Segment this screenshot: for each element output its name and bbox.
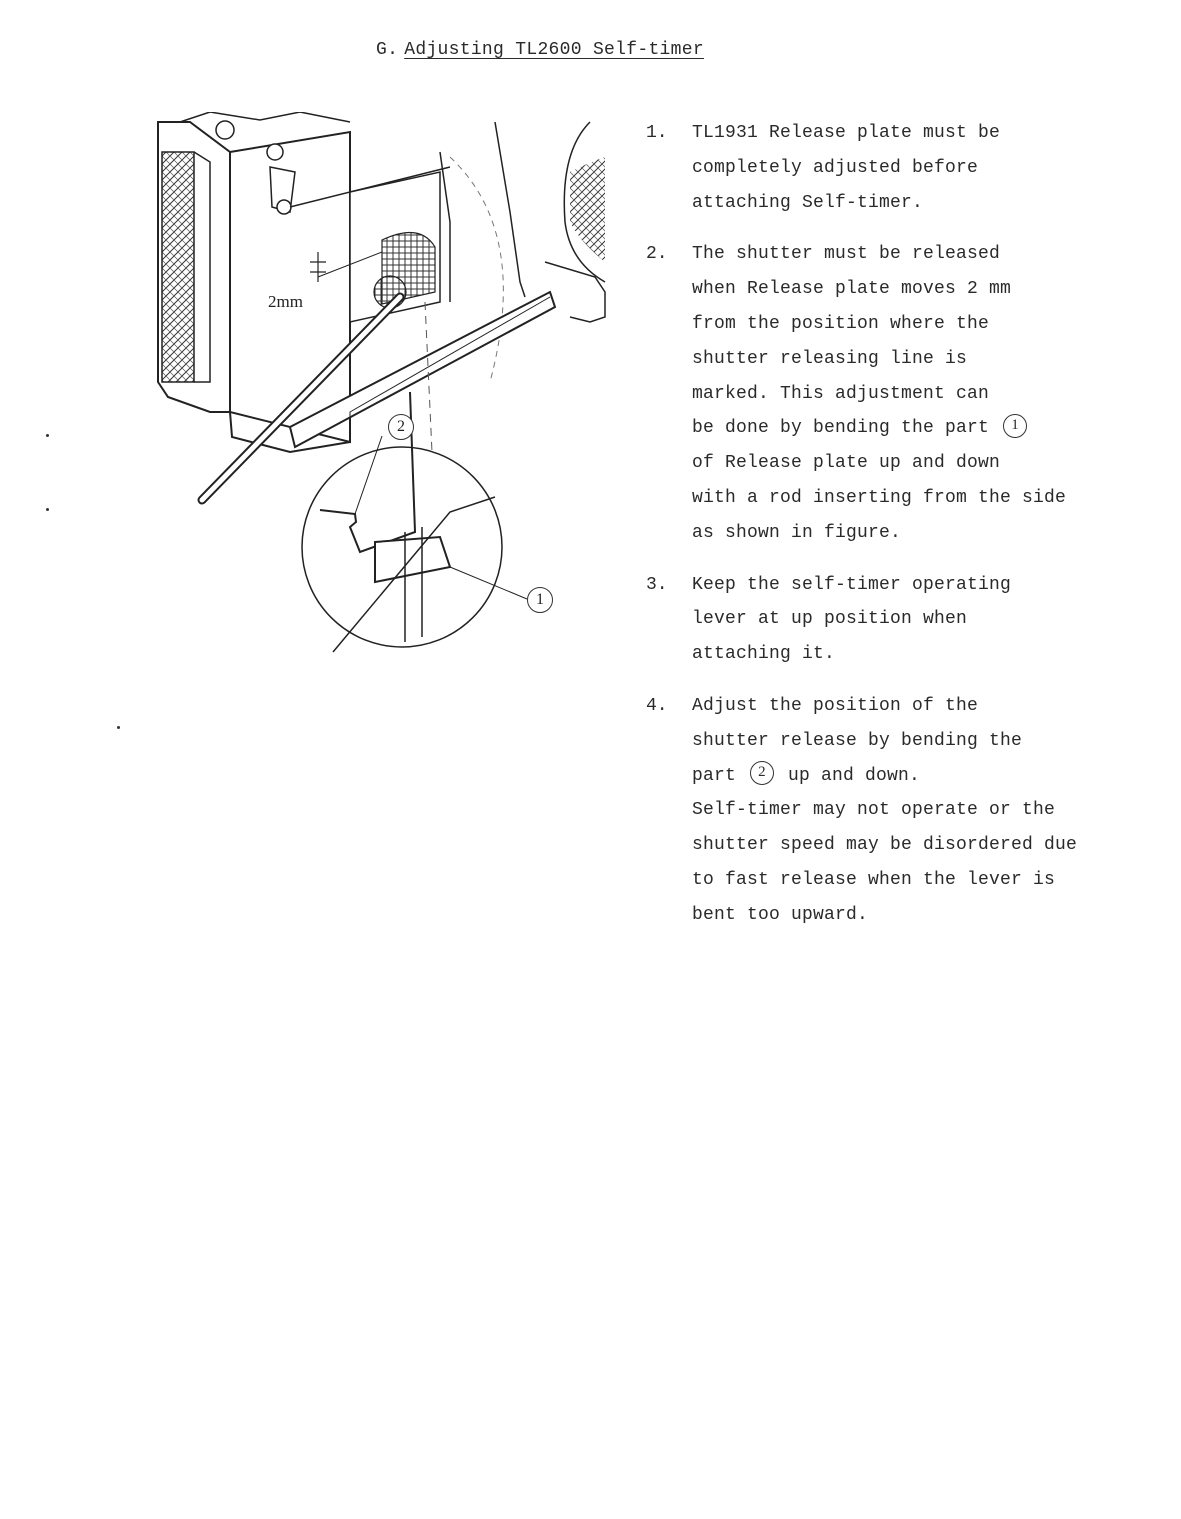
step-number: 2. xyxy=(646,244,668,265)
section-title: Adjusting TL2600 Self-timer xyxy=(404,40,704,60)
step-line: completely adjusted before xyxy=(692,157,979,178)
step-line xyxy=(692,411,1166,446)
step-line: lever at up position when xyxy=(692,609,968,630)
step-line: shutter releasing line is xyxy=(692,348,968,369)
step-line: shutter release by bending the xyxy=(692,730,1023,751)
page-heading xyxy=(376,40,704,60)
step-number: 3. xyxy=(646,574,668,595)
step-line: of Release plate up and down xyxy=(692,453,1001,474)
dimension-label: 2mm xyxy=(268,292,303,311)
callout-part-1: 1 xyxy=(527,587,553,613)
step-line: with a rod inserting from the side xyxy=(692,487,1067,508)
list-item xyxy=(646,237,1166,550)
step-line-text: be done by bending the part xyxy=(692,418,1001,439)
step-line: attaching Self-timer. xyxy=(692,192,924,213)
illustration-drawing xyxy=(150,112,610,657)
list-item xyxy=(646,689,1166,933)
callout-part-2: 2 xyxy=(388,414,414,440)
step-line: Keep the self-timer operating xyxy=(692,574,1012,595)
step-number: 1. xyxy=(646,123,668,143)
section-letter: G. xyxy=(376,40,399,60)
self-timer-illustration xyxy=(150,112,610,657)
step-line: bent too upward. xyxy=(692,904,869,925)
margin-dot xyxy=(46,434,49,437)
step-line: to fast release when the lever is xyxy=(692,869,1056,890)
step-line: Self-timer may not operate or the xyxy=(692,800,1056,821)
step-line: TL1931 Release plate must be xyxy=(692,123,1001,143)
step-line: as shown in figure. xyxy=(692,522,902,543)
step-line: attaching it. xyxy=(692,644,836,665)
margin-dot xyxy=(117,726,120,729)
step-line: from the position where the xyxy=(692,313,990,334)
step-number: 4. xyxy=(646,695,668,716)
list-item xyxy=(646,568,1166,672)
step-line: shutter speed may be disordered due xyxy=(692,835,1078,856)
step-line-suffix: up and down. xyxy=(777,765,921,786)
step-line-text: part xyxy=(692,765,748,786)
step-line: Adjust the position of the xyxy=(692,695,979,716)
list-item xyxy=(646,116,1166,220)
inline-callout-part-1: 1 xyxy=(1003,414,1027,438)
inline-callout-part-2: 2 xyxy=(750,761,774,785)
step-line: The shutter must be released xyxy=(692,244,1001,265)
step-line: marked. This adjustment can xyxy=(692,383,990,404)
instruction-list xyxy=(646,116,1166,950)
step-line xyxy=(692,759,1166,794)
margin-dot xyxy=(46,508,49,511)
step-line: when Release plate moves 2 mm xyxy=(692,279,1012,300)
